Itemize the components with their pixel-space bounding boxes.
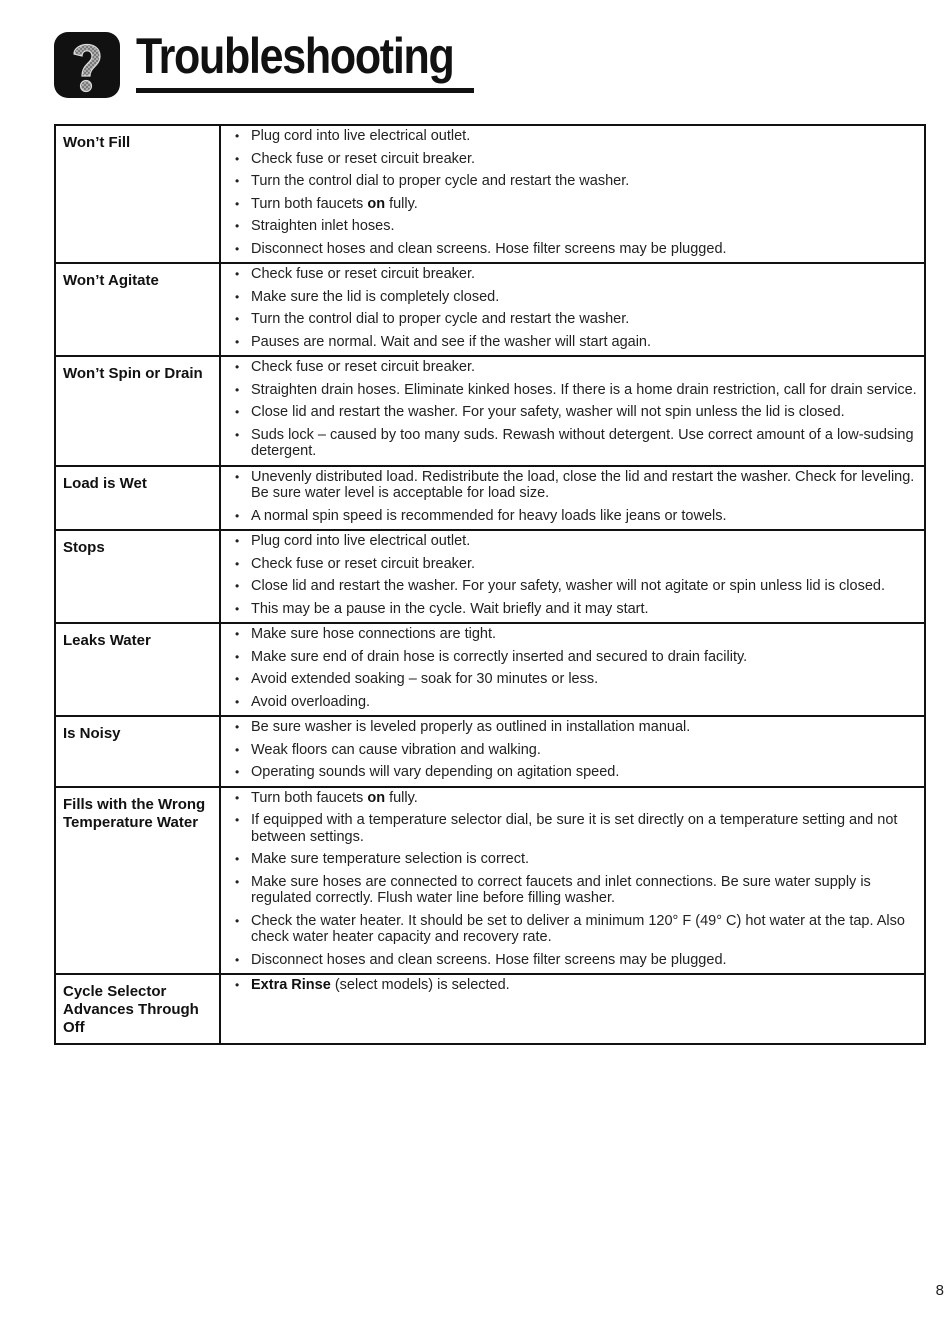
bullet-icon: •: [235, 601, 240, 616]
solutions-cell: [220, 466, 925, 531]
bullet-icon: •: [235, 742, 240, 757]
problem-label: Leaks Water: [55, 623, 220, 716]
bullet-icon: •: [235, 241, 240, 256]
solution-item: [235, 311, 920, 328]
problem-label: Stops: [55, 530, 220, 623]
solution-item: [235, 218, 920, 235]
bullet-icon: •: [235, 649, 240, 664]
solution-text: Make sure temperature selection is correct.: [251, 851, 530, 867]
bullet-icon: •: [235, 174, 240, 188]
problem-label: Fills with the Wrong Temperature Water: [55, 787, 220, 975]
solution-text: Avoid extended soaking – soak for 30 minutes or less.: [251, 671, 599, 687]
solution-text: Turn both faucets: [251, 195, 368, 212]
solution-text: Disconnect hoses and clean screens. Hose filter screens may be plugged.: [251, 951, 727, 968]
troubleshooting-table: [54, 124, 926, 1045]
problem-label: Cycle Selector Advances Through Off: [55, 974, 220, 1044]
solution-list: [235, 469, 920, 525]
problem-label: Is Noisy: [55, 716, 220, 787]
problem-label: Won’t Spin or Drain: [55, 356, 220, 466]
solution-text: Check fuse or reset circuit breaker.: [251, 266, 476, 282]
bullet-icon: •: [235, 469, 240, 484]
bullet-icon: •: [235, 334, 240, 349]
title-underline: [136, 88, 474, 93]
bullet-icon: •: [235, 508, 240, 523]
solution-item: [235, 508, 920, 525]
solution-item: [235, 128, 920, 145]
bullet-icon: •: [235, 627, 240, 641]
bullet-icon: •: [235, 874, 240, 889]
bullet-icon: •: [235, 672, 240, 686]
bullet-icon: •: [235, 978, 240, 992]
solution-text: Make sure hose connections are tight.: [251, 626, 497, 642]
solution-text: Check fuse or reset circuit breaker.: [251, 555, 476, 572]
solution-item: [235, 790, 920, 807]
solution-text: Disconnect hoses and clean screens. Hose filter screens may be plugged.: [251, 240, 727, 257]
solution-item: [235, 952, 920, 969]
solution-text: Turn the control dial to proper cycle and restart the washer.: [251, 173, 630, 189]
table-row: [55, 263, 925, 356]
solution-text: Check the water heater. It should be set to deliver a minimum 120° F (49° C) hot water at the tap. Also check water heater capacity and recovery rate.: [251, 912, 905, 945]
solution-item: [235, 382, 920, 399]
table-row: [55, 623, 925, 716]
solution-text: Operating sounds will vary depending on agitation speed.: [251, 764, 620, 780]
bullet-icon: •: [235, 427, 240, 442]
solution-text: Weak floors can cause vibration and walking.: [251, 741, 541, 758]
solution-item: [235, 626, 920, 643]
solution-emphasis: on: [367, 789, 386, 806]
solution-list: [235, 128, 920, 257]
solution-text: Turn both faucets: [251, 789, 368, 806]
bullet-icon: •: [235, 556, 240, 571]
solution-item: [235, 556, 920, 573]
solution-item: [235, 427, 920, 460]
problem-label: Load is Wet: [55, 466, 220, 531]
solutions-cell: [220, 356, 925, 466]
solution-item: [235, 719, 920, 736]
solution-text-after: (select models) is selected.: [330, 977, 510, 993]
table-row: [55, 356, 925, 466]
solution-item: [235, 151, 920, 168]
troubleshooting-table-body: [55, 125, 925, 1044]
bullet-icon: •: [235, 289, 240, 304]
solutions-cell: [220, 787, 925, 975]
page-number: 8: [935, 1282, 944, 1299]
solution-list: [235, 977, 920, 994]
solution-text: A normal spin speed is recommended for heavy loads like jeans or towels.: [251, 507, 727, 524]
bullet-icon: •: [235, 196, 240, 211]
bullet-icon: •: [235, 312, 240, 326]
problem-label: Won’t Fill: [55, 125, 220, 263]
solution-text: Plug cord into live electrical outlet.: [251, 533, 471, 549]
bullet-icon: •: [235, 852, 240, 866]
table-row: [55, 125, 925, 263]
solution-text: Close lid and restart the washer. For your safety, washer will not spin unless the lid is closed.: [251, 404, 845, 420]
solution-text: If equipped with a temperature selector dial, be sure it is set directly on a temperature setting and not between settings.: [251, 812, 898, 845]
solution-item: [235, 359, 920, 376]
page-header: [54, 24, 474, 104]
solution-list: [235, 266, 920, 350]
solution-text: Make sure hoses are connected to correct faucets and inlet connections. Be sure water supply is regulated correctly. Flush water line before filling washer.: [251, 873, 871, 906]
solution-text: Close lid and restart the washer. For your safety, washer will not agitate or spin unless lid is closed.: [251, 578, 885, 594]
solutions-cell: [220, 716, 925, 787]
solution-item: [235, 241, 920, 258]
solution-item: [235, 694, 920, 711]
question-mark-icon: [54, 32, 120, 98]
solution-text: Straighten inlet hoses.: [251, 218, 395, 234]
solution-item: [235, 812, 920, 845]
bullet-icon: •: [235, 219, 240, 233]
bullet-icon: •: [235, 952, 240, 967]
solution-text: Check fuse or reset circuit breaker.: [251, 150, 476, 167]
solutions-cell: [220, 125, 925, 263]
solution-list: [235, 719, 920, 781]
solution-text-after: fully.: [385, 195, 418, 212]
solution-text: Pauses are normal. Wait and see if the washer will start again.: [251, 333, 652, 350]
solution-text: Check fuse or reset circuit breaker.: [251, 359, 476, 375]
solution-item: [235, 533, 920, 550]
bullet-icon: •: [235, 151, 240, 166]
solution-list: [235, 790, 920, 969]
solution-item: [235, 578, 920, 595]
solution-item: [235, 196, 920, 213]
page-title: Troubleshooting: [136, 28, 454, 84]
solution-item: [235, 266, 920, 283]
solutions-cell: [220, 974, 925, 1044]
solution-item: [235, 649, 920, 666]
table-row: [55, 466, 925, 531]
solution-item: [235, 289, 920, 306]
solution-item: [235, 913, 920, 946]
solutions-cell: [220, 623, 925, 716]
solution-item: [235, 874, 920, 907]
solution-item: [235, 742, 920, 759]
solution-item: [235, 601, 920, 618]
solution-text: This may be a pause in the cycle. Wait briefly and it may start.: [251, 600, 649, 617]
solutions-cell: [220, 530, 925, 623]
table-row: [55, 530, 925, 623]
bullet-icon: •: [235, 720, 240, 734]
solution-text: Avoid overloading.: [251, 693, 371, 710]
bullet-icon: •: [235, 579, 240, 593]
bullet-icon: •: [235, 534, 240, 548]
solution-text: Suds lock – caused by too many suds. Rewash without detergent. Use correct amount of a low-sudsing detergent.: [251, 426, 914, 459]
solution-item: [235, 469, 920, 502]
solution-item: [235, 977, 920, 994]
bullet-icon: •: [235, 813, 240, 827]
bullet-icon: •: [235, 790, 240, 805]
solution-text: Make sure end of drain hose is correctly inserted and secured to drain facility.: [251, 648, 748, 665]
solution-item: [235, 173, 920, 190]
solution-item: [235, 851, 920, 868]
solution-text-after: fully.: [385, 789, 418, 806]
solution-text: Make sure the lid is completely closed.: [251, 288, 500, 305]
solutions-cell: [220, 263, 925, 356]
solution-list: [235, 533, 920, 617]
bullet-icon: •: [235, 360, 240, 374]
bullet-icon: •: [235, 267, 240, 281]
bullet-icon: •: [235, 913, 240, 928]
bullet-icon: •: [235, 382, 240, 397]
solution-item: [235, 334, 920, 351]
solution-text: Unevenly distributed load. Redistribute the load, close the lid and restart the washer. Check for leveling. Be sure water level is acceptable for load size.: [251, 468, 915, 501]
solution-emphasis: on: [367, 195, 386, 212]
bullet-icon: •: [235, 694, 240, 709]
solution-item: [235, 671, 920, 688]
solution-list: [235, 359, 920, 460]
solution-text: Be sure washer is leveled properly as outlined in installation manual.: [251, 719, 691, 735]
table-row: [55, 716, 925, 787]
solution-list: [235, 626, 920, 710]
solution-emphasis: Extra Rinse: [251, 977, 331, 993]
bullet-icon: •: [235, 405, 240, 419]
problem-label: Won’t Agitate: [55, 263, 220, 356]
table-row: [55, 974, 925, 1044]
solution-item: [235, 764, 920, 781]
bullet-icon: •: [235, 129, 240, 143]
solution-text: Straighten drain hoses. Eliminate kinked hoses. If there is a home drain restriction, call for drain service.: [251, 381, 917, 398]
solution-text: Turn the control dial to proper cycle and restart the washer.: [251, 311, 630, 327]
table-row: [55, 787, 925, 975]
bullet-icon: •: [235, 765, 240, 779]
solution-item: [235, 404, 920, 421]
solution-text: Plug cord into live electrical outlet.: [251, 128, 471, 144]
